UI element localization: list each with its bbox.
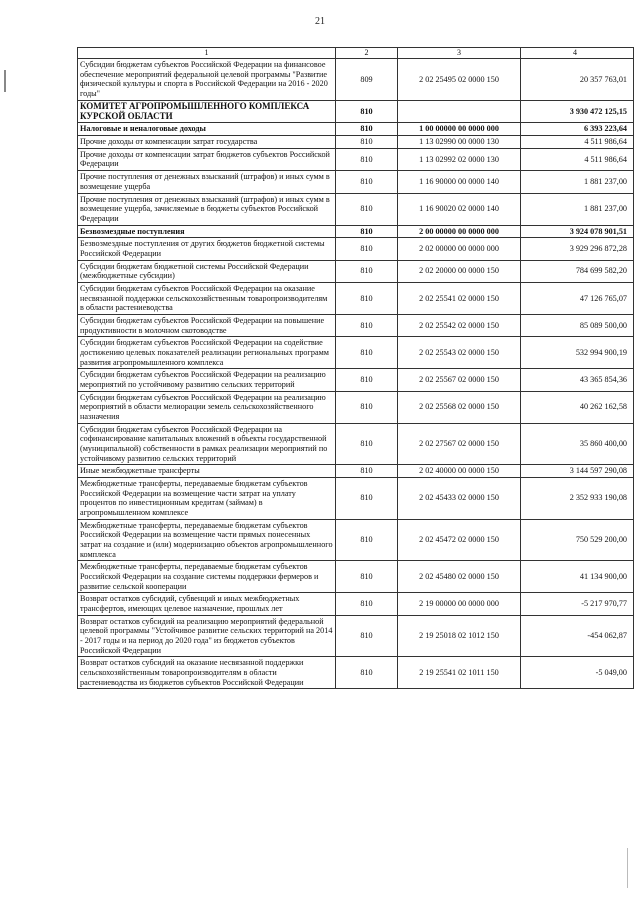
table-row <box>78 171 634 193</box>
table-row <box>78 561 634 593</box>
column-header-1: 1 <box>78 48 336 59</box>
table-header-row <box>78 48 634 59</box>
row-amount-cell: 532 994 900,19 <box>521 337 634 369</box>
table-row <box>78 615 634 657</box>
row-budget-code-cell: 2 02 45433 02 0000 150 <box>398 477 521 519</box>
row-amount-cell: 85 089 500,00 <box>521 314 634 336</box>
row-budget-code-cell: 2 02 25543 02 0000 150 <box>398 337 521 369</box>
table-row <box>78 337 634 369</box>
scan-edge-mark <box>4 70 6 92</box>
row-budget-code-cell: 2 02 27567 02 0000 150 <box>398 423 521 465</box>
table-row <box>78 369 634 391</box>
row-budget-code-cell: 2 19 00000 00 0000 000 <box>398 593 521 615</box>
row-name-cell: Межбюджетные трансферты, передаваемые бюджетам субъектов Российской Федерации на возмещение части прямых понесенных затрат на создание и (или) модернизацию объектов агропромышленного комплекса <box>78 519 336 561</box>
row-name-cell: Прочие доходы от компенсации затрат государства <box>78 136 336 149</box>
row-budget-code-cell: 1 13 02990 00 0000 130 <box>398 136 521 149</box>
row-amount-cell: 43 365 854,36 <box>521 369 634 391</box>
row-amount-cell: 3 929 296 872,28 <box>521 238 634 260</box>
row-name-cell: Безвозмездные поступления <box>78 225 336 238</box>
row-budget-code-cell: 1 13 02992 02 0000 130 <box>398 148 521 170</box>
table-row <box>78 193 634 225</box>
table-row <box>78 391 634 423</box>
row-budget-code-cell: 2 19 25018 02 1012 150 <box>398 615 521 657</box>
row-admin-code-cell: 810 <box>336 314 398 336</box>
row-budget-code-cell: 2 02 25541 02 0000 150 <box>398 282 521 314</box>
row-admin-code-cell: 810 <box>336 593 398 615</box>
row-amount-cell: -454 062,87 <box>521 615 634 657</box>
row-name-cell: Субсидии бюджетам субъектов Российской Федерации на софинансирование капитальных вложений в объекты государственной (муниципальной) собственности в рамках реализации мероприятий по устойчивому развитию сельских территорий <box>78 423 336 465</box>
row-admin-code-cell: 810 <box>336 123 398 136</box>
row-admin-code-cell: 810 <box>336 171 398 193</box>
row-budget-code-cell: 2 00 00000 00 0000 000 <box>398 225 521 238</box>
row-amount-cell: 47 126 765,07 <box>521 282 634 314</box>
row-amount-cell: 20 357 763,01 <box>521 59 634 101</box>
row-admin-code-cell: 810 <box>336 238 398 260</box>
table-row <box>78 477 634 519</box>
table-row <box>78 314 634 336</box>
revenue-table <box>77 47 634 689</box>
column-header-4: 4 <box>521 48 634 59</box>
row-admin-code-cell: 810 <box>336 337 398 369</box>
row-budget-code-cell: 2 02 25567 02 0000 150 <box>398 369 521 391</box>
row-budget-code-cell: 2 02 40000 00 0000 150 <box>398 465 521 478</box>
row-admin-code-cell: 809 <box>336 59 398 101</box>
row-budget-code-cell: 1 16 90020 02 0000 140 <box>398 193 521 225</box>
row-name-cell: Межбюджетные трансферты, передаваемые бюджетам субъектов Российской Федерации на возмещение части затрат на уплату процентов по инвестиционным кредитам (займам) в агропромышленном комплексе <box>78 477 336 519</box>
row-name-cell: Субсидии бюджетам субъектов Российской Федерации на финансовое обеспечение мероприятий федеральной целевой программы "Развитие физической культуры и спорта в Российской Федерации на 2016 - 2020 годы" <box>78 59 336 101</box>
row-amount-cell: 3 144 597 290,08 <box>521 465 634 478</box>
table-row <box>78 593 634 615</box>
row-budget-code-cell: 2 02 45472 02 0000 150 <box>398 519 521 561</box>
table-row <box>78 282 634 314</box>
row-amount-cell: 750 529 200,00 <box>521 519 634 561</box>
row-name-cell: Субсидии бюджетам субъектов Российской Федерации на реализацию мероприятий по устойчивому развитию сельских территорий <box>78 369 336 391</box>
row-admin-code-cell: 810 <box>336 561 398 593</box>
row-admin-code-cell: 810 <box>336 477 398 519</box>
row-amount-cell: 40 262 162,58 <box>521 391 634 423</box>
row-name-cell: Субсидии бюджетам субъектов Российской Федерации на реализацию мероприятий в области мелиорации земель сельскохозяйственного назначения <box>78 391 336 423</box>
row-admin-code-cell: 810 <box>336 657 398 689</box>
column-header-2: 2 <box>336 48 398 59</box>
row-budget-code-cell: 1 00 00000 00 0000 000 <box>398 123 521 136</box>
row-name-cell: Возврат остатков субсидий, субвенций и иных межбюджетных трансфертов, имеющих целевое назначение, прошлых лет <box>78 593 336 615</box>
row-name-cell: Возврат остатков субсидий на оказание несвязанной поддержки сельскохозяйственным товаропроизводителям в области растениеводства из бюджетов субъектов Российской Федерации <box>78 657 336 689</box>
row-name-cell: Межбюджетные трансферты, передаваемые бюджетам субъектов Российской Федерации на создание системы поддержки фермеров и развитие сельской кооперации <box>78 561 336 593</box>
table-row <box>78 59 634 101</box>
row-name-cell: Субсидии бюджетам субъектов Российской Федерации на оказание несвязанной поддержки сельскохозяйственным товаропроизводителям в области растениеводства <box>78 282 336 314</box>
row-admin-code-cell: 810 <box>336 615 398 657</box>
row-admin-code-cell: 810 <box>336 465 398 478</box>
row-amount-cell: -5 217 970,77 <box>521 593 634 615</box>
scan-edge-mark <box>627 848 628 888</box>
row-name-cell: Субсидии бюджетам субъектов Российской Федерации на повышение продуктивности в молочном скотоводстве <box>78 314 336 336</box>
row-budget-code-cell: 2 02 20000 00 0000 150 <box>398 260 521 282</box>
row-admin-code-cell: 810 <box>336 369 398 391</box>
row-name-cell: Возврат остатков субсидий на реализацию мероприятий федеральной целевой программы "Устойчивое развитие сельских территорий на 2014 - 2017 годы и на период до 2020 года" из бюджетов субъектов Российской Федерации <box>78 615 336 657</box>
row-amount-cell: 1 881 237,00 <box>521 193 634 225</box>
row-name-cell: КОМИТЕТ АГРОПРОМЫШЛЕННОГО КОМПЛЕКСА КУРСКОЙ ОБЛАСТИ <box>78 100 336 123</box>
row-amount-cell: 784 699 582,20 <box>521 260 634 282</box>
row-amount-cell: 6 393 223,64 <box>521 123 634 136</box>
row-amount-cell: -5 049,00 <box>521 657 634 689</box>
row-budget-code-cell: 1 16 90000 00 0000 140 <box>398 171 521 193</box>
row-name-cell: Субсидии бюджетам бюджетной системы Российской Федерации (межбюджетные субсидии) <box>78 260 336 282</box>
table-row <box>78 519 634 561</box>
row-admin-code-cell: 810 <box>336 136 398 149</box>
table-body <box>78 59 634 689</box>
row-amount-cell: 4 511 986,64 <box>521 136 634 149</box>
row-amount-cell: 2 352 933 190,08 <box>521 477 634 519</box>
row-name-cell: Налоговые и неналоговые доходы <box>78 123 336 136</box>
row-amount-cell: 35 860 400,00 <box>521 423 634 465</box>
row-amount-cell: 4 511 986,64 <box>521 148 634 170</box>
row-name-cell: Прочие поступления от денежных взысканий (штрафов) и иных сумм в возмещение ущерба <box>78 171 336 193</box>
row-budget-code-cell: 2 02 25568 02 0000 150 <box>398 391 521 423</box>
row-name-cell: Прочие доходы от компенсации затрат бюджетов субъектов Российской Федерации <box>78 148 336 170</box>
row-name-cell: Субсидии бюджетам субъектов Российской Федерации на содействие достижению целевых показателей реализации региональных программ развития агропромышленного комплекса <box>78 337 336 369</box>
row-admin-code-cell: 810 <box>336 260 398 282</box>
row-budget-code-cell: 2 02 45480 02 0000 150 <box>398 561 521 593</box>
page-number: 21 <box>315 16 325 27</box>
row-amount-cell: 3 924 078 901,51 <box>521 225 634 238</box>
table-row <box>78 260 634 282</box>
table-row <box>78 423 634 465</box>
row-budget-code-cell: 2 19 25541 02 1011 150 <box>398 657 521 689</box>
row-admin-code-cell: 810 <box>336 193 398 225</box>
row-budget-code-cell <box>398 100 521 123</box>
table-row <box>78 148 634 170</box>
row-name-cell: Иные межбюджетные трансферты <box>78 465 336 478</box>
row-admin-code-cell: 810 <box>336 148 398 170</box>
table-row <box>78 136 634 149</box>
row-amount-cell: 41 134 900,00 <box>521 561 634 593</box>
row-admin-code-cell: 810 <box>336 100 398 123</box>
row-admin-code-cell: 810 <box>336 423 398 465</box>
table-row <box>78 465 634 478</box>
table-row <box>78 657 634 689</box>
row-amount-cell: 3 930 472 125,15 <box>521 100 634 123</box>
row-admin-code-cell: 810 <box>336 282 398 314</box>
row-budget-code-cell: 2 02 00000 00 0000 000 <box>398 238 521 260</box>
table-row <box>78 225 634 238</box>
column-header-3: 3 <box>398 48 521 59</box>
row-name-cell: Прочие поступления от денежных взысканий (штрафов) и иных сумм в возмещение ущерба, зачисляемые в бюджеты субъектов Российской Федерации <box>78 193 336 225</box>
table-row <box>78 123 634 136</box>
row-admin-code-cell: 810 <box>336 225 398 238</box>
table-row <box>78 100 634 123</box>
row-budget-code-cell: 2 02 25495 02 0000 150 <box>398 59 521 101</box>
row-name-cell: Безвозмездные поступления от других бюджетов бюджетной системы Российской Федерации <box>78 238 336 260</box>
row-amount-cell: 1 881 237,00 <box>521 171 634 193</box>
row-budget-code-cell: 2 02 25542 02 0000 150 <box>398 314 521 336</box>
row-admin-code-cell: 810 <box>336 391 398 423</box>
table-row <box>78 238 634 260</box>
row-admin-code-cell: 810 <box>336 519 398 561</box>
